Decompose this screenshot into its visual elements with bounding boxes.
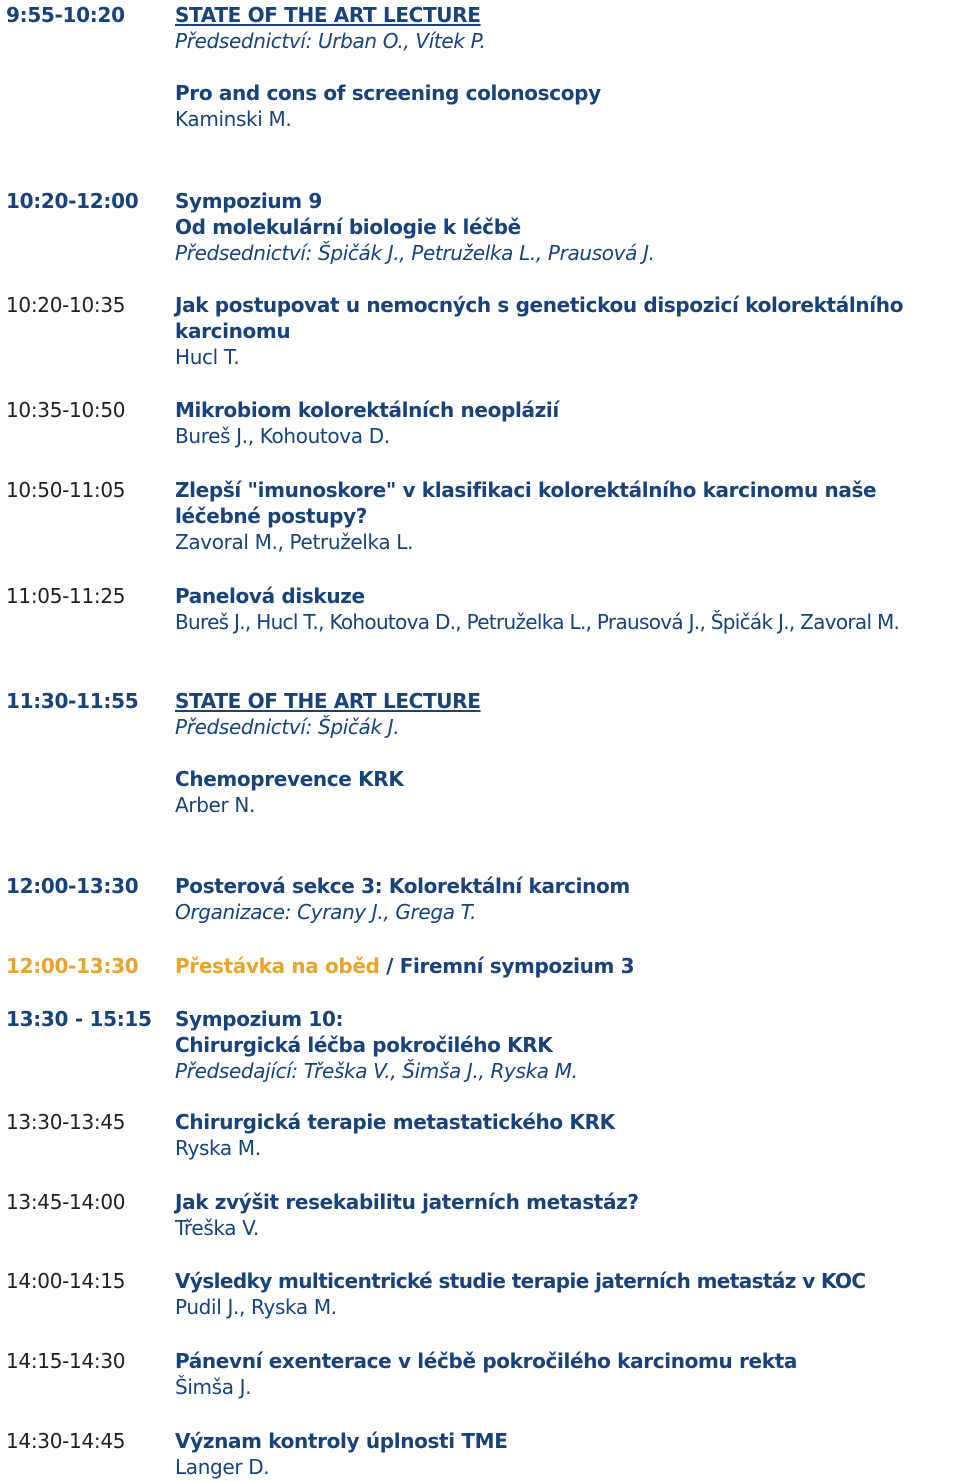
session-time: 12:00-13:30: [6, 874, 139, 898]
talk-time: 10:20-10:35: [6, 293, 126, 317]
talk-speaker: Ryska M.: [175, 1136, 261, 1160]
session-time: 13:30 - 15:15: [6, 1007, 152, 1031]
session-title: Sympozium 10:: [175, 1007, 344, 1031]
talk-time: 10:35-10:50: [6, 398, 126, 422]
session-chairs: Předsednictví: Urban O., Vítek P.: [175, 29, 486, 53]
session-time: 10:20-12:00: [6, 189, 139, 213]
talk-speaker: Šimša J.: [175, 1375, 252, 1399]
talk-speaker: Třeška V.: [175, 1216, 259, 1240]
lecture-title: Pro and cons of screening colonoscopy: [175, 81, 601, 105]
talk-speaker: Zavoral M., Petruželka L.: [175, 530, 414, 554]
session-chairs: Předsednictví: Špičák J.: [175, 715, 400, 739]
session-time: 12:00-13:30: [6, 954, 139, 978]
session-chairs: Předsednictví: Špičák J., Petruželka L., Prausová J.: [175, 241, 655, 265]
session-title: STATE OF THE ART LECTURE: [175, 689, 481, 713]
talk-time: 14:15-14:30: [6, 1349, 126, 1373]
talk-speaker: Langer D.: [175, 1455, 270, 1479]
talk-title: Panelová diskuze: [175, 584, 365, 608]
session-time: 11:30-11:55: [6, 689, 139, 713]
company-symposium-label: Firemní sympozium 3: [399, 954, 635, 978]
session-organizers: Organizace: Cyrany J., Grega T.: [175, 900, 477, 924]
lunch-break-label: Přestávka na oběd: [175, 954, 380, 978]
session-title: Posterová sekce 3: Kolorektální karcinom: [175, 874, 630, 898]
talk-speaker: Pudil J., Ryska M.: [175, 1295, 337, 1319]
separator: /: [379, 954, 400, 978]
lecture-title: Chemoprevence KRK: [175, 767, 404, 791]
session-subtitle: Chirurgická léčba pokročilého KRK: [175, 1033, 553, 1057]
talk-time: 13:45-14:00: [6, 1190, 126, 1214]
talk-title: Chirurgická terapie metastatického KRK: [175, 1110, 615, 1134]
talk-speaker: Bureš J., Hucl T., Kohoutova D., Petruželka L., Prausová J., Špičák J., Zavoral M.: [175, 610, 900, 634]
talk-time: 13:30-13:45: [6, 1110, 126, 1134]
session-title: [175, 953, 956, 979]
talk-time: 14:00-14:15: [6, 1269, 126, 1293]
session-chairs: Předsedající: Třeška V., Šimša J., Ryska M.: [175, 1059, 578, 1083]
talk-title: Mikrobiom kolorektálních neoplázií: [175, 398, 559, 422]
lecture-speaker: Kaminski M.: [175, 107, 292, 131]
lecture-speaker: Arber N.: [175, 793, 256, 817]
talk-title: Význam kontroly úplnosti TME: [175, 1429, 508, 1453]
talk-title: Jak postupovat u nemocných s genetickou dispozicí kolorektálního karcinomu: [175, 293, 904, 343]
talk-time: 10:50-11:05: [6, 478, 126, 502]
session-title: STATE OF THE ART LECTURE: [175, 3, 481, 27]
talk-title: Výsledky multicentrické studie terapie jaterních metastáz v KOC: [175, 1269, 866, 1293]
talk-time: 14:30-14:45: [6, 1429, 126, 1453]
talk-speaker: Hucl T.: [175, 345, 240, 369]
session-subtitle: Od molekulární biologie k léčbě: [175, 215, 521, 239]
talk-title: Pánevní exenterace v léčbě pokročilého karcinomu rekta: [175, 1349, 798, 1373]
talk-time: 11:05-11:25: [6, 584, 126, 608]
session-title: Sympozium 9: [175, 189, 322, 213]
talk-title: Zlepší "imunoskore" v klasifikaci kolorektálního karcinomu naše léčebné postupy?: [175, 478, 877, 528]
talk-title: Jak zvýšit resekabilitu jaterních metastáz?: [175, 1190, 639, 1214]
talk-speaker: Bureš J., Kohoutova D.: [175, 424, 390, 448]
session-time: 9:55-10:20: [6, 3, 125, 27]
